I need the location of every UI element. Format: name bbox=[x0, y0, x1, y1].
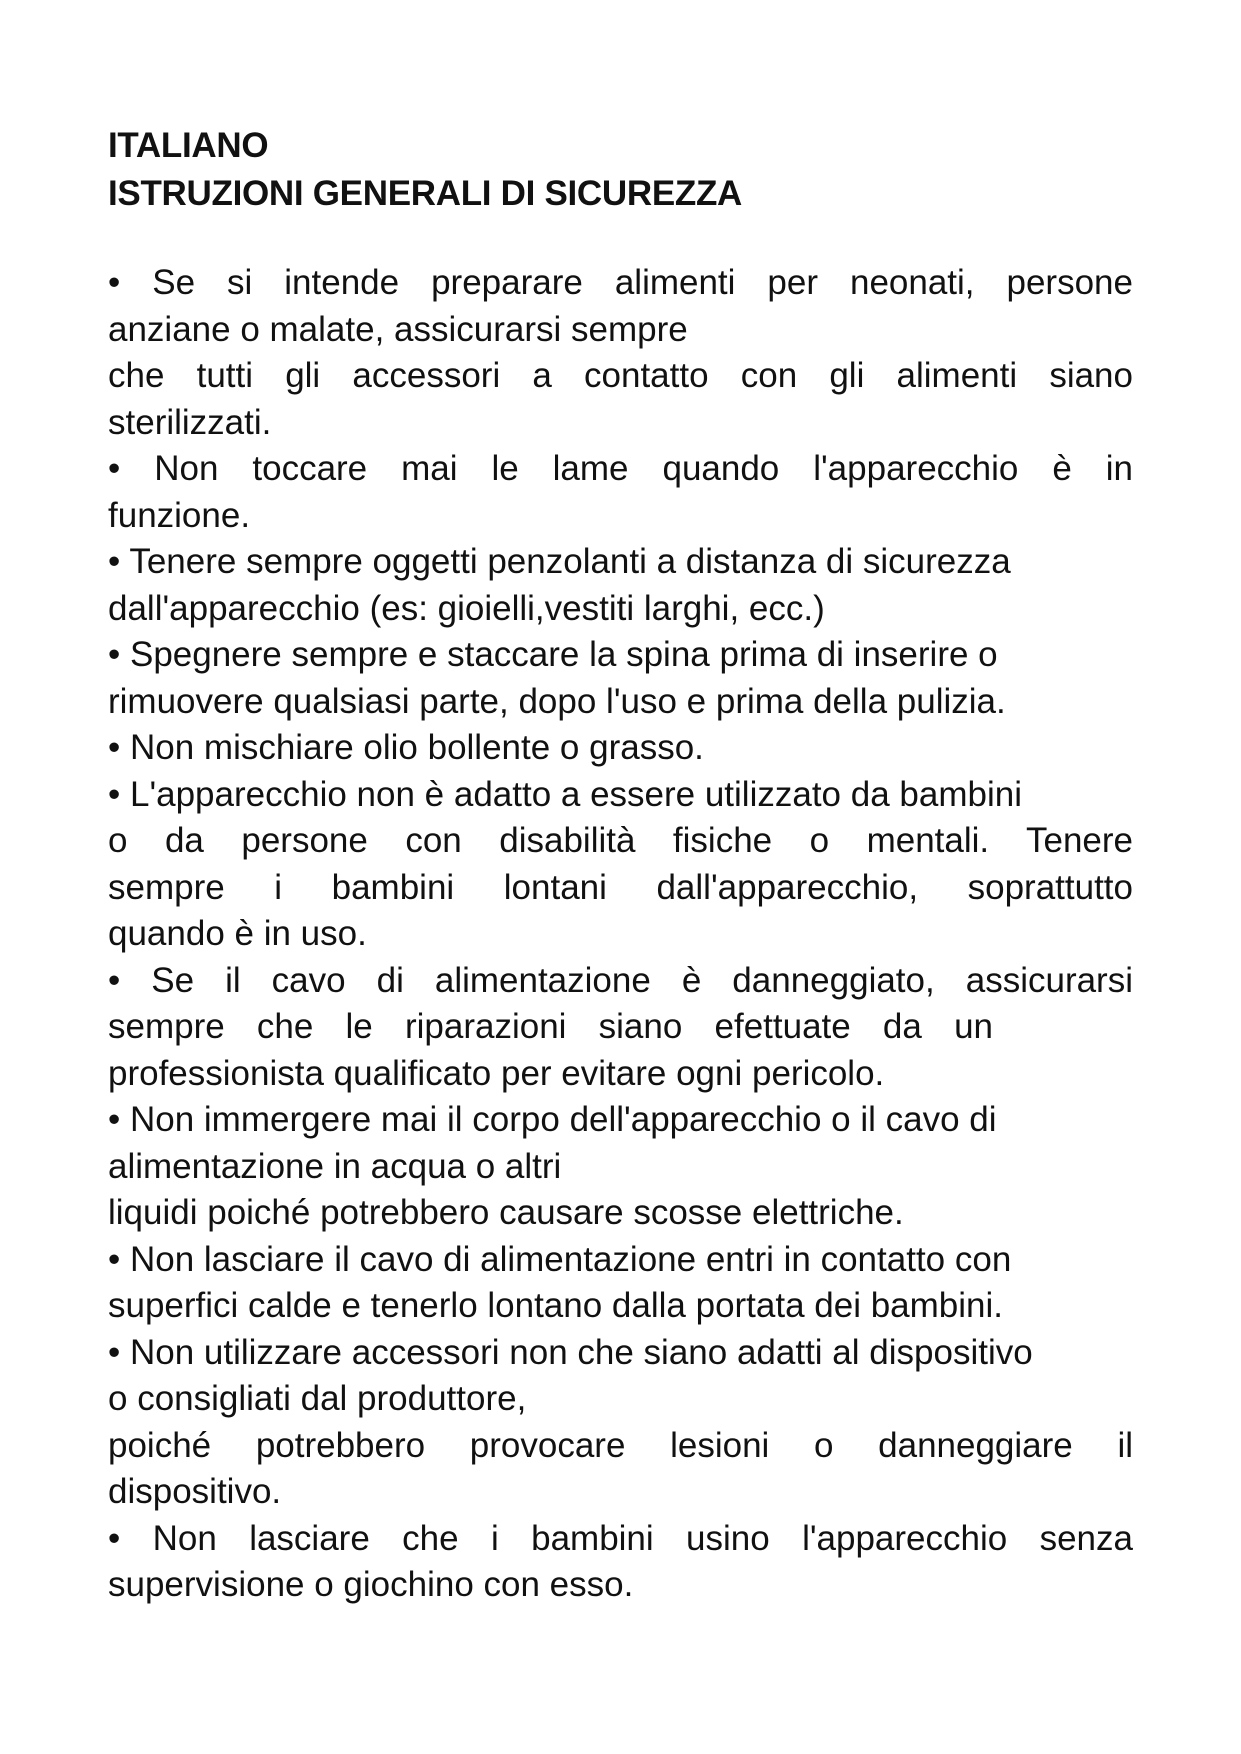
instruction-line: alimentazione in acqua o altri bbox=[108, 1146, 562, 1186]
instruction-item bbox=[108, 1516, 1133, 1609]
instruction-line: • Non immergere mai il corpo dell'apparecchio o il cavo di bbox=[108, 1100, 997, 1139]
instruction-item bbox=[108, 632, 1133, 725]
instruction-line: dall'apparecchio (es: gioielli,vestiti larghi, ecc.) bbox=[108, 588, 825, 628]
document-page bbox=[108, 122, 1133, 1609]
instruction-line: • Non utilizzare accessori non che siano adatti al dispositivo bbox=[108, 1332, 1033, 1372]
instruction-line: • Se si intende preparare alimenti per neonati, persone bbox=[108, 263, 1133, 302]
instruction-line: anziane o malate, assicurarsi sempre bbox=[108, 309, 688, 349]
instruction-item bbox=[108, 772, 1133, 958]
instruction-line: liquidi poiché potrebbero causare scosse elettriche. bbox=[108, 1193, 904, 1232]
instruction-line: superfici calde e tenerlo lontano dalla portata dei bambini. bbox=[108, 1286, 1004, 1325]
instruction-line: sempre i bambini lontani dall'apparecchio, soprattutto bbox=[108, 867, 1133, 907]
instruction-line: dispositivo. bbox=[108, 1472, 282, 1511]
instruction-item bbox=[108, 539, 1133, 632]
instruction-line: sempre che le riparazioni siano efettuate da un bbox=[108, 1007, 993, 1046]
instruction-line: rimuovere qualsiasi parte, dopo l'uso e prima della pulizia. bbox=[108, 681, 1006, 721]
safety-instructions-list bbox=[108, 260, 1133, 1609]
instruction-line: che tutti gli accessori a contatto con gli alimenti siano bbox=[108, 356, 1133, 395]
instruction-item bbox=[108, 1330, 1133, 1516]
instruction-line: • Tenere sempre oggetti penzolanti a distanza di sicurezza bbox=[108, 542, 1011, 581]
instruction-line: • Se il cavo di alimentazione è danneggiato, assicurarsi bbox=[108, 960, 1133, 1000]
instruction-line: • Non mischiare olio bollente o grasso. bbox=[108, 728, 704, 767]
instruction-line: • Spegnere sempre e staccare la spina prima di inserire o bbox=[108, 635, 998, 674]
instruction-item bbox=[108, 1097, 1133, 1237]
instruction-line: funzione. bbox=[108, 495, 251, 535]
instruction-line: • Non lasciare che i bambini usino l'apparecchio senza bbox=[108, 1518, 1133, 1558]
instruction-line: professionista qualificato per evitare ogni pericolo. bbox=[108, 1053, 885, 1093]
instruction-line: • Non toccare mai le lame quando l'apparecchio è in bbox=[108, 449, 1133, 488]
instruction-line: • Non lasciare il cavo di alimentazione entri in contatto con bbox=[108, 1239, 1012, 1279]
section-title: ISTRUZIONI GENERALI DI SICUREZZA bbox=[108, 174, 743, 213]
instruction-item bbox=[108, 260, 1133, 446]
instruction-item bbox=[108, 725, 1133, 772]
instruction-line: supervisione o giochino con esso. bbox=[108, 1565, 634, 1604]
instruction-line: o consigliati dal produttore, bbox=[108, 1379, 527, 1418]
instruction-line: o da persone con disabilità fisiche o mentali. Tenere bbox=[108, 821, 1133, 860]
instruction-item bbox=[108, 1237, 1133, 1330]
instruction-item bbox=[108, 446, 1133, 539]
language-heading: ITALIANO bbox=[108, 126, 269, 165]
instruction-line: sterilizzati. bbox=[108, 402, 272, 442]
instruction-line: poiché potrebbero provocare lesioni o danneggiare il bbox=[108, 1425, 1133, 1465]
instruction-line: quando è in uso. bbox=[108, 914, 367, 953]
instruction-line: • L'apparecchio non è adatto a essere utilizzato da bambini bbox=[108, 774, 1022, 814]
instruction-item bbox=[108, 958, 1133, 1098]
